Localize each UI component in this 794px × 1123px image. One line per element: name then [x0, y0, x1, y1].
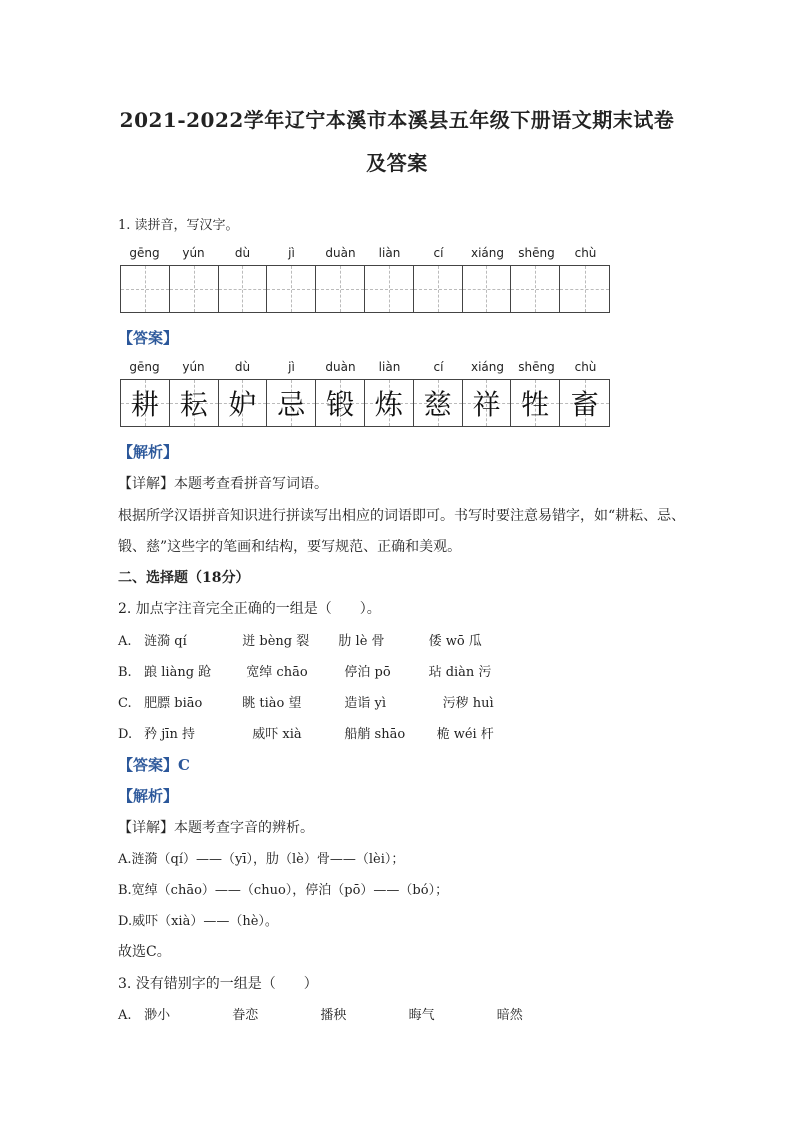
pinyin-3: dù [234, 246, 251, 260]
answer-cell [463, 380, 512, 426]
option-letter: A. [118, 1008, 132, 1023]
q2-analysis-line: D.威吓（xià）——（hè）。 [118, 914, 278, 929]
blank-cell [267, 266, 316, 312]
blank-cell [560, 266, 609, 312]
option-item: 倭 wō 瓜 [428, 634, 482, 649]
option-item: 晦气 [408, 1008, 435, 1023]
pinyin-4: jì [288, 246, 295, 260]
pinyin-1: gēng [129, 246, 160, 260]
blank-cell [511, 266, 560, 312]
answer-char: 锻 [326, 388, 355, 421]
option-item: 矜 jīn 持 [144, 727, 195, 742]
answer-cell [267, 380, 316, 426]
option-item: 迸 bèng 裂 [242, 634, 310, 649]
q3-question: 3. 没有错别字的一组是（ ） [118, 976, 318, 992]
answer-cell [365, 380, 414, 426]
blank-cell [414, 266, 463, 312]
pinyin-9: shēng [518, 360, 555, 374]
blank-cell [365, 266, 414, 312]
answer-char: 忌 [277, 388, 306, 421]
answer-char: 妒 [228, 388, 257, 421]
option-item: 停泊 pō [344, 665, 391, 680]
option-item: 桅 wéi 杆 [436, 727, 494, 742]
option-item: 肥膘 biāo [144, 696, 203, 711]
q2-option-d [118, 723, 494, 742]
q1-detail: 【详解】本题考查看拼音写词语。 [118, 476, 328, 492]
q1-analysis-tag: 【解析】 [118, 443, 179, 461]
q2-analysis-tag: 【解析】 [118, 787, 179, 805]
q2-analysis-line: B.宽绰（chāo）——（chuo），停泊（pō）——（bó）； [118, 883, 449, 898]
answer-char: 牲 [521, 388, 550, 421]
blank-cell [316, 266, 365, 312]
option-letter: A. [118, 634, 132, 649]
blank-cell [219, 266, 268, 312]
option-item: 宽绰 chāo [246, 665, 308, 680]
option-item: 污秽 huì [442, 696, 494, 711]
pinyin-8: xiáng [470, 246, 504, 260]
q1-blank-grid [120, 265, 610, 313]
answer-cell [414, 380, 463, 426]
answer-cell [121, 380, 170, 426]
pinyin-5: duàn [325, 360, 356, 374]
answer-cell [511, 380, 560, 426]
option-item: 播秧 [320, 1008, 347, 1023]
q2-conclusion: 故选C。 [118, 944, 171, 960]
q1-explain-1: 根据所学汉语拼音知识进行拼读写出相应的词语即可。书写时要注意易错字，如“耕耘、忌、 [118, 508, 686, 524]
option-item: 眺 tiào 望 [242, 696, 302, 711]
q1-pinyin-row [120, 246, 610, 260]
blank-cell [170, 266, 219, 312]
pinyin-3: dù [234, 360, 251, 374]
option-item: 船艄 shāo [344, 727, 406, 742]
option-item: 暗然 [496, 1008, 523, 1023]
pinyin-5: duàn [325, 246, 356, 260]
answer-cell [219, 380, 268, 426]
pinyin-7: cí [433, 360, 444, 374]
answer-char: 炼 [374, 388, 403, 421]
q2-detail: 【详解】本题考查字音的辨析。 [118, 820, 314, 836]
option-item: 威吓 xià [252, 727, 302, 742]
q1-explain-2: 锻、慈”这些字的笔画和结构，要写规范、正确和美观。 [118, 539, 462, 555]
option-item: 玷 diàn 污 [428, 665, 492, 680]
option-item: 踉 liàng 跄 [144, 665, 212, 680]
q3-option-a [118, 1004, 523, 1023]
pinyin-10: chù [574, 246, 597, 260]
option-item: 涟漪 qí [144, 634, 187, 649]
q2-option-a [118, 630, 482, 649]
doc-title-line2: 及答案 [366, 151, 428, 175]
answer-char: 祥 [472, 388, 501, 421]
option-letter: C. [118, 696, 132, 711]
pinyin-6: liàn [378, 360, 401, 374]
answer-cell [170, 380, 219, 426]
option-item: 眷恋 [232, 1008, 259, 1023]
answer-cell [316, 380, 365, 426]
pinyin-10: chù [574, 360, 597, 374]
q1-answer-grid [120, 379, 610, 427]
q2-option-b [118, 661, 491, 680]
answer-char: 畜 [570, 388, 599, 421]
answer-cell [560, 380, 609, 426]
answer-char: 耕 [130, 388, 159, 421]
answer-char: 慈 [423, 388, 452, 421]
pinyin-4: jì [288, 360, 295, 374]
option-letter: D. [118, 727, 133, 742]
pinyin-6: liàn [378, 246, 401, 260]
pinyin-2: yún [182, 246, 205, 260]
pinyin-9: shēng [518, 246, 555, 260]
option-letter: B. [118, 665, 132, 680]
section-heading: 二、选择题（18分） [118, 570, 250, 586]
doc-title-line1: 2021-2022学年辽宁本溪市本溪县五年级下册语文期末试卷 [119, 108, 675, 132]
pinyin-7: cí [433, 246, 444, 260]
option-item: 造诣 yì [344, 696, 387, 711]
blank-cell [463, 266, 512, 312]
q1-question: 1. 读拼音，写汉字。 [118, 218, 239, 233]
pinyin-2: yún [182, 360, 205, 374]
answer-char: 耘 [179, 388, 208, 421]
q1-answer-pinyin-row [120, 360, 610, 374]
q2-analysis-line: A.涟漪（qí）——（yī），肋（lè）骨——（lèi）； [118, 852, 405, 867]
blank-cell [121, 266, 170, 312]
option-item: 渺小 [144, 1008, 171, 1023]
q2-option-c [118, 692, 494, 711]
q2-question: 2. 加点字注音完全正确的一组是（ ）。 [118, 601, 381, 617]
pinyin-1: gēng [129, 360, 160, 374]
pinyin-8: xiáng [470, 360, 504, 374]
q1-answer-tag: 【答案】 [118, 329, 179, 347]
option-item: 肋 lè 骨 [338, 634, 385, 649]
q2-answer: 【答案】C [118, 756, 190, 774]
